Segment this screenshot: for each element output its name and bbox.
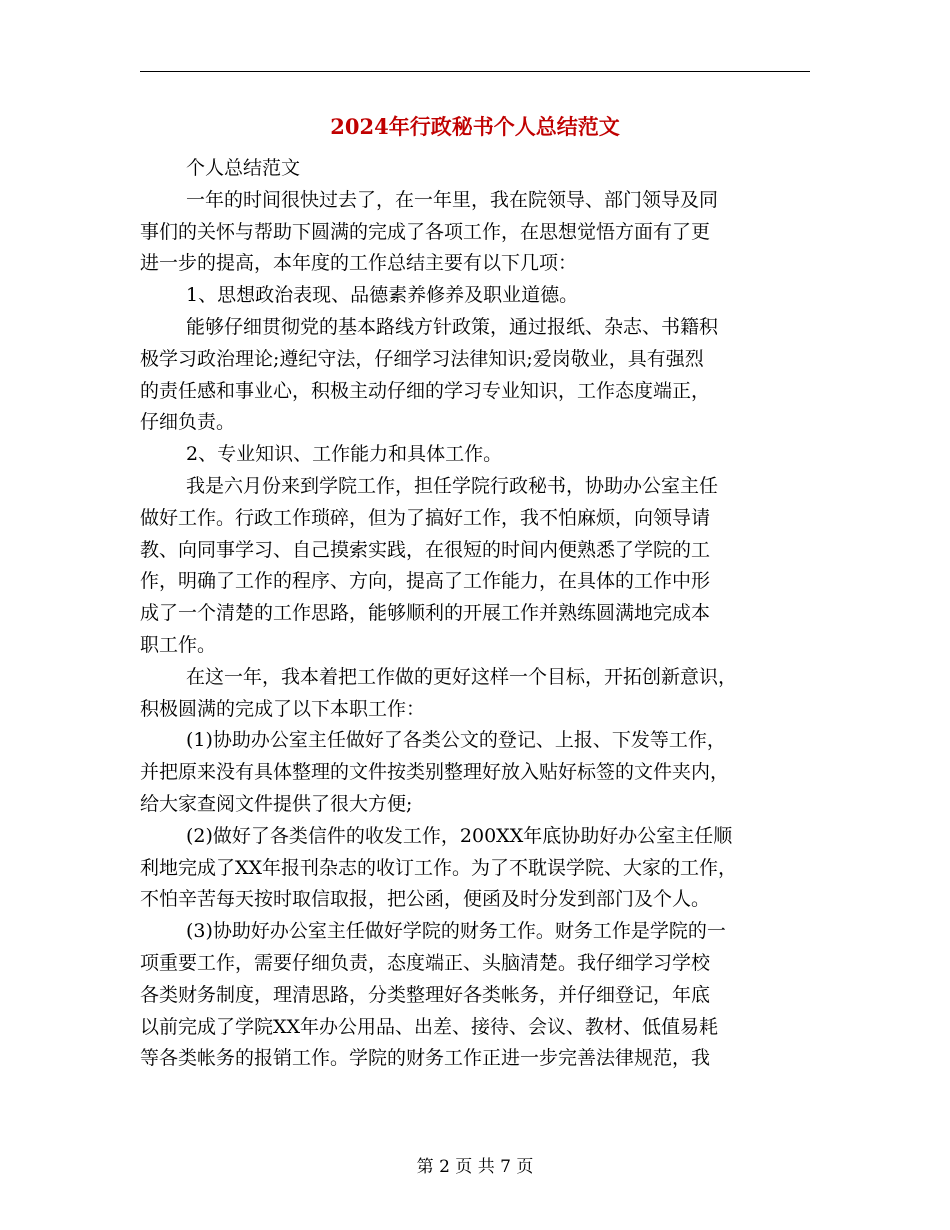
text-line: 成了一个清楚的工作思路，能够顺利的开展工作并熟练圆满地完成本 xyxy=(140,602,711,625)
text-line: 教、向同事学习、自己摸索实践，在很短的时间内便熟悉了学院的工 xyxy=(140,538,711,561)
text-line: 积极圆满的完成了以下本职工作： xyxy=(140,697,426,720)
text-line: 等各类帐务的报销工作。学院的财务工作正进一步完善法律规范，我 xyxy=(140,1047,711,1070)
text-line: 个人总结范文 xyxy=(186,157,301,179)
text-line: 一年的时间很快过去了，在一年里，我在院领导、部门领导及同 xyxy=(186,188,719,211)
document-body xyxy=(140,153,800,1075)
page-footer: 第 2 页 共 7 页 xyxy=(416,1157,534,1177)
text-line: 项重要工作，需要仔细负责，态度端正、头脑清楚。我仔细学习学校 xyxy=(140,951,711,974)
text-line: 各类财务制度，理清思路，分类整理好各类帐务，并仔细登记，年底 xyxy=(140,983,711,1006)
text-line: 我是六月份来到学院工作，担任学院行政秘书，协助办公室主任 xyxy=(186,474,719,497)
text-line: (3)协助好办公室主任做好学院的财务工作。财务工作是学院的一 xyxy=(186,920,726,943)
text-line: 在这一年，我本着把工作做的更好这样一个目标，开拓创新意识， xyxy=(186,665,738,688)
text-line: 进一步的提高，本年度的工作总结主要有以下几项： xyxy=(140,252,578,275)
header-rule xyxy=(140,71,810,72)
text-line: 的责任感和事业心，积极主动仔细的学习专业知识，工作态度端正， xyxy=(140,379,711,402)
text-line: 作，明确了工作的程序、方向，提高了工作能力，在具体的工作中形 xyxy=(140,570,711,593)
text-line: (2)做好了各类信件的收发工作，200XX年底协助好办公室主任顺 xyxy=(186,824,733,847)
text-line: 事们的关怀与帮助下圆满的完成了各项工作，在思想觉悟方面有了更 xyxy=(140,220,711,243)
text-line: 职工作。 xyxy=(140,633,217,656)
text-line: 给大家查阅文件提供了很大方便; xyxy=(140,792,413,815)
text-line: 1、思想政治表现、品德素养修养及职业道德。 xyxy=(186,284,579,307)
text-line: (1)协助办公室主任做好了各类公文的登记、上报、下发等工作， xyxy=(186,729,726,752)
text-line: 并把原来没有具体整理的文件按类别整理好放入贴好标签的文件夹内， xyxy=(140,761,730,784)
text-line: 极学习政治理论;遵纪守法，仔细学习法律知识;爱岗敬业，具有强烈 xyxy=(140,347,704,370)
text-line: 能够仔细贯彻党的基本路线方针政策，通过报纸、杂志、书籍积 xyxy=(186,315,719,338)
text-line: 做好工作。行政工作琐碎，但为了搞好工作，我不怕麻烦，向领导请 xyxy=(140,506,711,529)
text-line: 利地完成了XX年报刊杂志的收订工作。为了不耽误学院、大家的工作， xyxy=(140,856,738,879)
text-line: 不怕辛苦每天按时取信取报，把公函，便函及时分发到部门及个人。 xyxy=(140,888,711,911)
text-line: 仔细负责。 xyxy=(140,411,236,434)
text-line: 2、专业知识、工作能力和具体工作。 xyxy=(186,443,503,466)
text-line: 以前完成了学院XX年办公用品、出差、接待、会议、教材、低值易耗 xyxy=(140,1015,719,1038)
document-title: 2024年行政秘书个人总结范文 xyxy=(330,114,620,139)
